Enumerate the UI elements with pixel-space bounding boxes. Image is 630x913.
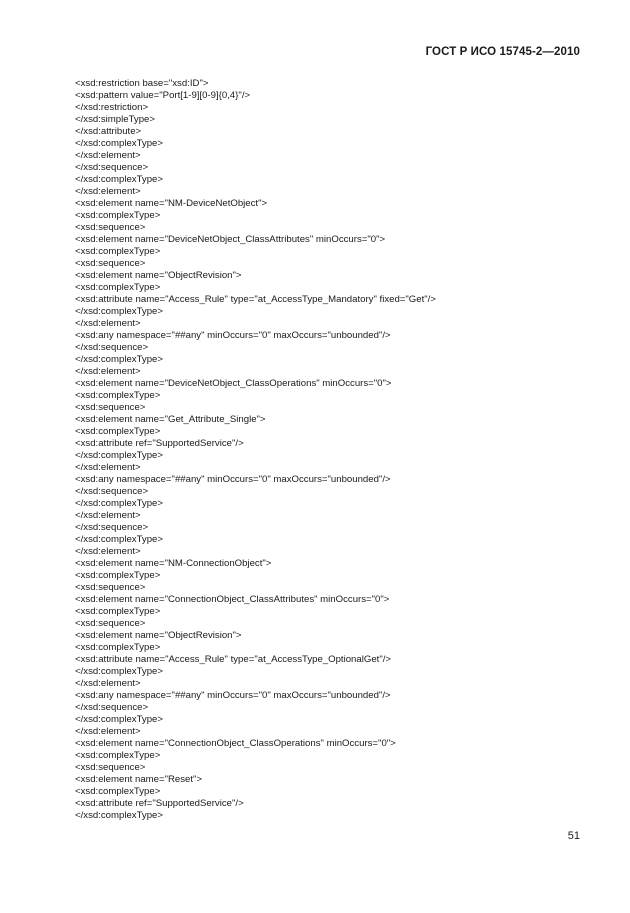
code-line: <xsd:complexType>	[75, 750, 161, 761]
code-line: <xsd:sequence>	[75, 618, 146, 629]
code-line: <xsd:attribute ref="SupportedService"/>	[75, 438, 244, 449]
code-line: </xsd:element>	[75, 726, 141, 737]
code-line: </xsd:complexType>	[75, 306, 163, 317]
code-line: <xsd:element name="Get_Attribute_Single">	[75, 414, 266, 425]
code-line: </xsd:complexType>	[75, 534, 163, 545]
code-line: <xsd:sequence>	[75, 402, 146, 413]
code-line: <xsd:element name="NM-ConnectionObject">	[75, 558, 272, 569]
code-line: <xsd:complexType>	[75, 642, 161, 653]
code-line: <xsd:complexType>	[75, 426, 161, 437]
code-line: </xsd:complexType>	[75, 810, 163, 821]
code-line: <xsd:element name="NM-DeviceNetObject">	[75, 198, 268, 209]
code-line: <xsd:complexType>	[75, 570, 161, 581]
code-line: </xsd:element>	[75, 318, 141, 329]
code-line: <xsd:any namespace="##any" minOccurs="0" maxOccurs="unbounded"/>	[75, 330, 391, 341]
code-line: <xsd:sequence>	[75, 222, 146, 233]
code-line: </xsd:sequence>	[75, 162, 149, 173]
code-line: <xsd:element name="DeviceNetObject_ClassAttributes" minOccurs="0">	[75, 234, 386, 245]
code-line: <xsd:sequence>	[75, 582, 146, 593]
code-line: </xsd:restriction>	[75, 102, 149, 113]
code-line: <xsd:restriction base="xsd:ID">	[75, 78, 209, 89]
code-line: <xsd:element name="Reset">	[75, 774, 203, 785]
code-line: <xsd:attribute name="Access_Rule" type="at_AccessType_Mandatory" fixed="Get"/>	[75, 294, 436, 305]
code-line: <xsd:element name="ObjectRevision">	[75, 270, 242, 281]
code-line: <xsd:sequence>	[75, 258, 146, 269]
code-line: <xsd:attribute name="Access_Rule" type="at_AccessType_OptionalGet"/>	[75, 654, 391, 665]
code-line: </xsd:complexType>	[75, 450, 163, 461]
page-number: 51	[567, 830, 580, 842]
code-line: <xsd:attribute ref="SupportedService"/>	[75, 798, 244, 809]
code-line: </xsd:sequence>	[75, 486, 149, 497]
code-line: </xsd:complexType>	[75, 666, 163, 677]
code-line: <xsd:any namespace="##any" minOccurs="0" maxOccurs="unbounded"/>	[75, 690, 391, 701]
code-line: </xsd:element>	[75, 546, 141, 557]
code-line: </xsd:complexType>	[75, 138, 163, 149]
code-line: </xsd:complexType>	[75, 354, 163, 365]
code-line: <xsd:pattern value="Port[1-9][0-9]{0,4}"/>	[75, 90, 251, 101]
code-line: </xsd:element>	[75, 510, 141, 521]
code-line: <xsd:complexType>	[75, 210, 161, 221]
xsd-code-listing	[75, 78, 436, 822]
code-line: <xsd:element name="DeviceNetObject_ClassOperations" minOccurs="0">	[75, 378, 392, 389]
code-line: <xsd:element name="ConnectionObject_ClassAttributes" minOccurs="0">	[75, 594, 390, 605]
code-line: </xsd:element>	[75, 186, 141, 197]
code-line: <xsd:complexType>	[75, 390, 161, 401]
code-line: </xsd:sequence>	[75, 702, 149, 713]
code-line: <xsd:element name="ConnectionObject_ClassOperations" minOccurs="0">	[75, 738, 396, 749]
code-line: <xsd:element name="ObjectRevision">	[75, 630, 242, 641]
code-line: <xsd:complexType>	[75, 246, 161, 257]
code-line: </xsd:attribute>	[75, 126, 142, 137]
code-line: </xsd:element>	[75, 366, 141, 377]
code-line: </xsd:complexType>	[75, 498, 163, 509]
code-line: <xsd:complexType>	[75, 606, 161, 617]
code-line: </xsd:sequence>	[75, 522, 149, 533]
code-line: <xsd:any namespace="##any" minOccurs="0" maxOccurs="unbounded"/>	[75, 474, 391, 485]
code-line: </xsd:sequence>	[75, 342, 149, 353]
code-line: </xsd:complexType>	[75, 174, 163, 185]
code-line: <xsd:complexType>	[75, 282, 161, 293]
code-line: </xsd:simpleType>	[75, 114, 155, 125]
page-header-standard: ГОСТ Р ИСО 15745-2—2010	[425, 46, 580, 58]
code-line: <xsd:complexType>	[75, 786, 161, 797]
code-line: </xsd:complexType>	[75, 714, 163, 725]
code-line: </xsd:element>	[75, 678, 141, 689]
code-line: </xsd:element>	[75, 462, 141, 473]
code-line: </xsd:element>	[75, 150, 141, 161]
code-line: <xsd:sequence>	[75, 762, 146, 773]
